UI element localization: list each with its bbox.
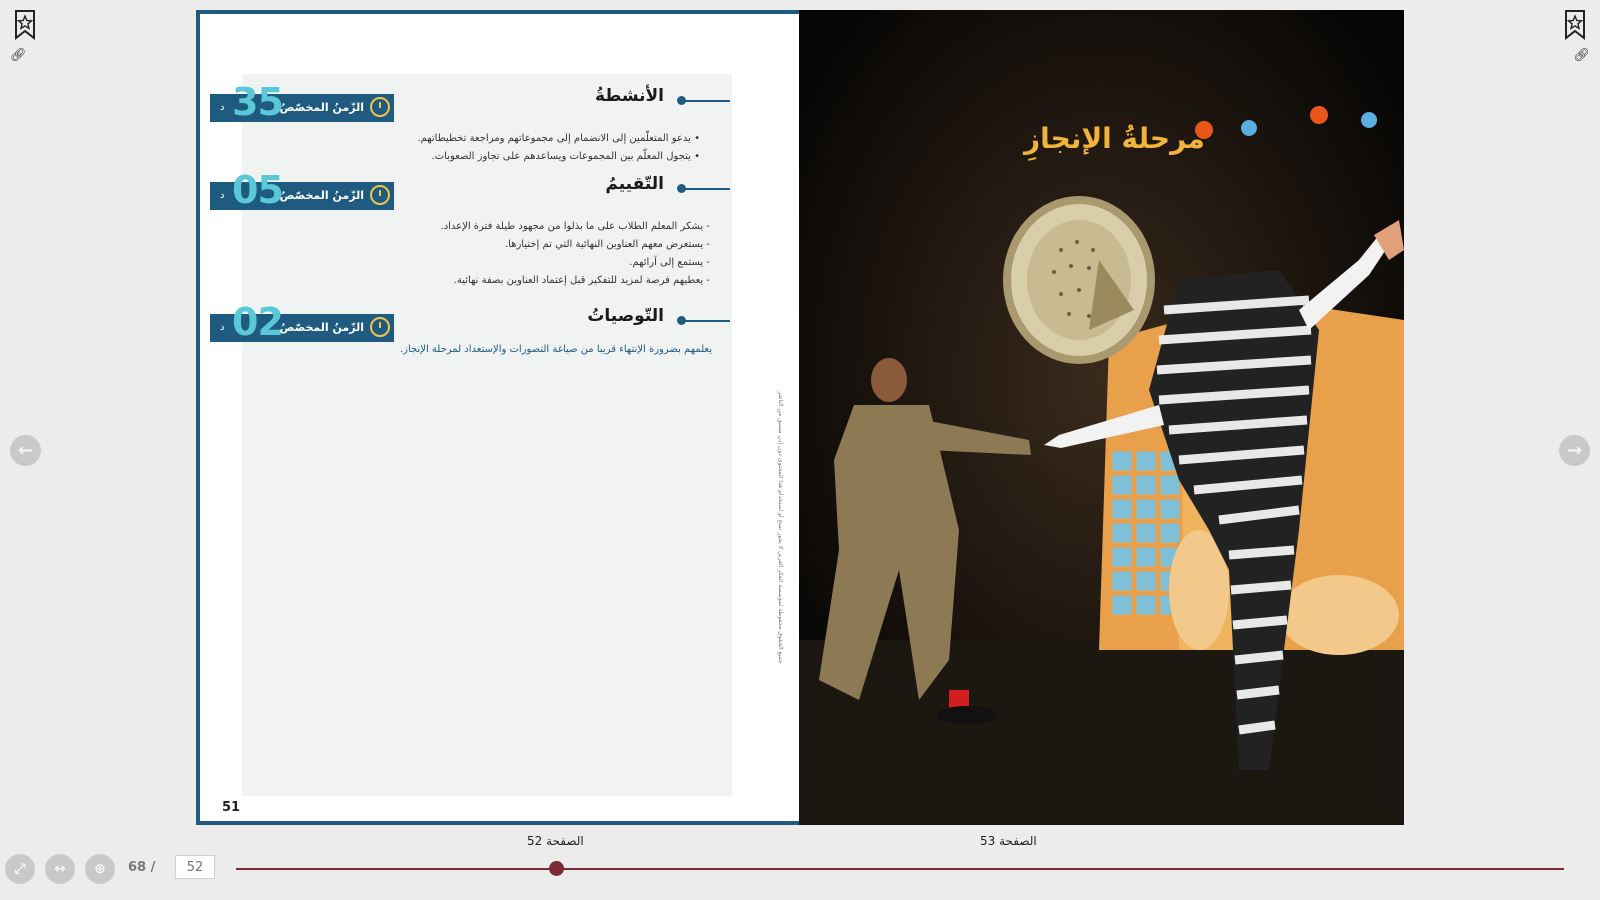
time-label: الزّمنُ المخصّصُ bbox=[279, 189, 364, 202]
page-slider-track[interactable] bbox=[236, 868, 1564, 870]
section-header bbox=[430, 80, 730, 120]
fit-width-button[interactable] bbox=[45, 854, 75, 884]
zoom-icon: ⊕ bbox=[94, 861, 106, 877]
alarm-clock-icon bbox=[370, 185, 390, 205]
slider-label-right: الصفحة 53 bbox=[980, 834, 1037, 848]
time-badge bbox=[210, 168, 394, 212]
header-line bbox=[684, 100, 730, 102]
page-title: مرحلةُ الإنجازِ bbox=[1024, 122, 1205, 155]
zoom-button[interactable] bbox=[85, 854, 115, 884]
header-dot bbox=[677, 184, 686, 193]
page-total: 68 / bbox=[128, 860, 156, 875]
minutes-value: 05 bbox=[232, 168, 283, 212]
bookmark-star-icon[interactable] bbox=[14, 10, 36, 40]
section-activities bbox=[210, 80, 730, 170]
bullet-list bbox=[310, 218, 710, 290]
page-slider-thumb[interactable] bbox=[549, 861, 564, 876]
section-title: التّقييمُ bbox=[605, 174, 664, 194]
page-number-input[interactable] bbox=[175, 855, 215, 879]
fit-width-icon: ↔ bbox=[54, 861, 66, 877]
list-item: • يتجول المعلّم بين المجموعات ويساعدهم على تجاوز الصعوبات. bbox=[431, 151, 700, 162]
minutes-unit: د bbox=[220, 322, 225, 333]
list-item: - يشكر المعلم الطلاب على ما بذلوا من مجهود طيلة فترة الإعداد. bbox=[440, 221, 710, 232]
minutes-value: 02 bbox=[232, 300, 283, 344]
fullscreen-icon: ⤢ bbox=[14, 861, 26, 877]
link-icon[interactable]: 🔗︎ bbox=[1573, 48, 1590, 63]
minutes-unit: د bbox=[220, 190, 225, 201]
link-icon[interactable]: 🔗︎ bbox=[10, 48, 27, 63]
slider-label-left: الصفحة 52 bbox=[527, 834, 584, 848]
section-title: التّوصياتُ bbox=[587, 306, 664, 326]
fullscreen-button[interactable] bbox=[5, 854, 35, 884]
header-line bbox=[684, 188, 730, 190]
header-dot bbox=[677, 316, 686, 325]
list-item: - يعطيهم فرصة لمزيد للتفكير قبل إعتماد العناوين بصفة نهائية. bbox=[453, 275, 710, 286]
minutes-unit: د bbox=[220, 102, 225, 113]
bullet-list bbox=[300, 130, 700, 166]
alarm-clock-icon bbox=[370, 97, 390, 117]
book-spread bbox=[196, 10, 1404, 825]
list-item: - يستمع إلى آرائهم. bbox=[629, 257, 710, 268]
minutes-value: 35 bbox=[232, 80, 283, 124]
header-dot bbox=[677, 96, 686, 105]
recommendation-text: يعلمهم بضرورة الإنتهاء قريبا من صياغة التصورات والإستعداد لمرحلة الإنجاز. bbox=[399, 344, 712, 355]
page-number: 51 bbox=[222, 800, 241, 815]
bookmark-star-icon[interactable] bbox=[1564, 10, 1586, 40]
time-badge bbox=[210, 80, 394, 124]
alarm-clock-icon bbox=[370, 317, 390, 337]
arrow-left-icon: ← bbox=[17, 440, 34, 461]
bottom-toolbar bbox=[0, 830, 1600, 900]
section-header bbox=[430, 300, 730, 340]
next-page-button[interactable] bbox=[1559, 435, 1590, 466]
left-page bbox=[196, 10, 799, 825]
list-item: - يستعرض معهم العناوين النهائية التي تم إختيارها. bbox=[504, 239, 710, 250]
section-assessment bbox=[210, 168, 730, 288]
header-line bbox=[684, 320, 730, 322]
time-label: الزّمنُ المخصّصُ bbox=[279, 101, 364, 114]
list-item: • يدعو المتعلّمين إلى الانضمام إلى مجموعاتهم ومراجعة تخطيطاتهم. bbox=[417, 133, 700, 144]
time-badge bbox=[210, 300, 394, 344]
section-recommendations bbox=[210, 300, 730, 370]
section-header bbox=[430, 168, 730, 208]
previous-page-button[interactable] bbox=[10, 435, 41, 466]
vertical-copyright-note: جميع الحقوق محفوظة لمؤسسة الفكر العربي لا يجوز نسخ أو استخدام هذا المحتوى دون إذن مسبق من الناشر bbox=[777, 391, 784, 664]
section-title: الأنشطةُ bbox=[594, 86, 664, 106]
right-page bbox=[799, 10, 1404, 825]
arrow-right-icon: → bbox=[1566, 440, 1583, 461]
time-label: الزّمنُ المخصّصُ bbox=[279, 321, 364, 334]
